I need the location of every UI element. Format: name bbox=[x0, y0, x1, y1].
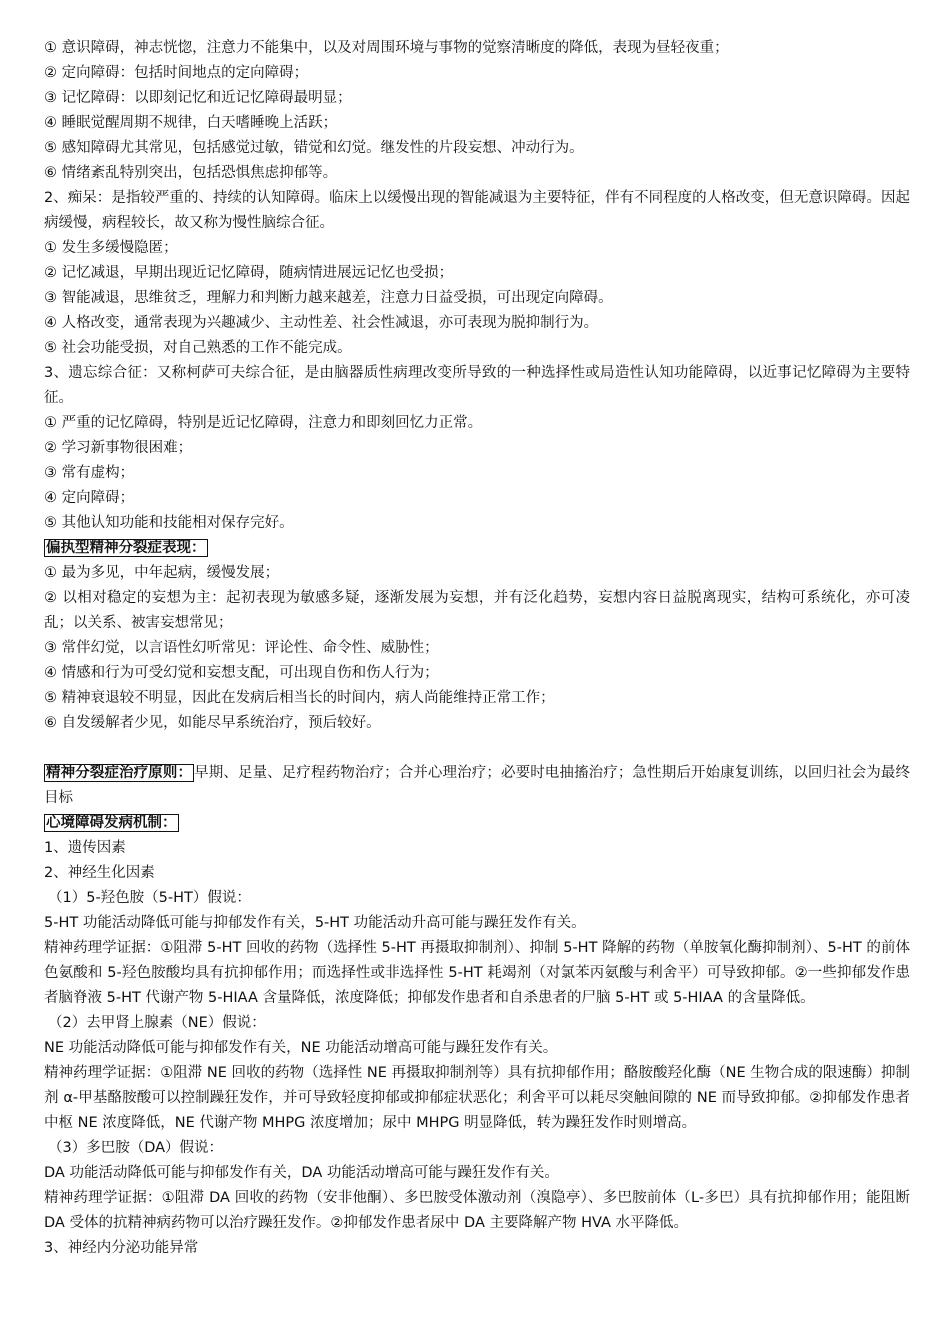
amnestic-item-2: ② 学习新事物很困难； bbox=[44, 440, 193, 456]
delirium-item-4: ④ 睡眠觉醒周期不规律，白天嗜睡晚上活跃； bbox=[44, 115, 338, 131]
blank-line bbox=[44, 736, 910, 761]
dementia-intro: 2、痴呆：是指较严重的、持续的认知障碍。临床上以缓慢出现的智能减退为主要特征，伴有不同程度的人格改变，但无意识障碍。因起病缓慢，病程较长，故又称为慢性脑综合征。 bbox=[44, 190, 910, 231]
dementia-item-5: ⑤ 社会功能受损，对自己熟悉的工作不能完成。 bbox=[44, 340, 352, 356]
delirium-item-2: ② 定向障碍：包括时间地点的定向障碍； bbox=[44, 65, 309, 81]
amnestic-item-1: ① 严重的记忆障碍，特别是近记忆障碍，注意力和即刻回忆力正常。 bbox=[44, 415, 483, 431]
treatment-heading: 精神分裂症治疗原则： bbox=[46, 765, 193, 781]
paranoid-item-1: ① 最为多见，中年起病，缓慢发展； bbox=[44, 565, 280, 581]
paranoid-heading-line bbox=[44, 536, 910, 561]
mood-line-11: 精神药理学证据：①阻滞 DA 回收的药物（安非他酮）、多巴胺受体激动剂（溴隐亭）、多巴胺前体（L-多巴）具有抗抑郁作用；能阻断 DA 受体的抗精神病药物可以治疗躁狂发作。②抑郁发作患者尿中 DA 主要降解产物 HVA 水平降低。 bbox=[44, 1190, 910, 1231]
paranoid-item-3: ③ 常伴幻觉，以言语性幻听常见：评论性、命令性、威胁性； bbox=[44, 640, 439, 656]
mood-line-4: 5-HT 功能活动降低可能与抑郁发作有关，5-HT 功能活动升高可能与躁狂发作有关。 bbox=[44, 915, 586, 931]
paranoid-item-5: ⑤ 精神衰退较不明显，因此在发病后相当长的时间内，病人尚能维持正常工作； bbox=[44, 690, 555, 706]
treatment-paragraph bbox=[44, 761, 910, 811]
mood-line-12: 3、神经内分泌功能异常 bbox=[44, 1240, 199, 1256]
mood-line-3: （1）5-羟色胺（5-HT）假说： bbox=[48, 890, 251, 906]
dementia-item-3: ③ 智能减退，思维贫乏，理解力和判断力越来越差，注意力日益受损，可出现定向障碍。 bbox=[44, 290, 613, 306]
mood-heading-line bbox=[44, 811, 910, 836]
dementia-item-2: ② 记忆减退，早期出现近记忆障碍，随病情进展远记忆也受损； bbox=[44, 265, 454, 281]
paranoid-item-2: ② 以相对稳定的妄想为主：起初表现为敏感多疑，逐渐发展为妄想，并有泛化趋势，妄想内容日益脱离现实，结构可系统化，亦可凌乱；以关系、被害妄想常见； bbox=[44, 590, 910, 631]
paranoid-heading: 偏执型精神分裂症表现： bbox=[46, 540, 206, 556]
document-page bbox=[44, 36, 910, 1261]
dementia-item-4: ④ 人格改变，通常表现为兴趣减少、主动性差、社会性减退，亦可表现为脱抑制行为。 bbox=[44, 315, 599, 331]
mood-heading: 心境障碍发病机制： bbox=[46, 815, 177, 831]
mood-line-10: DA 功能活动降低可能与抑郁发作有关，DA 功能活动增高可能与躁狂发作有关。 bbox=[44, 1165, 559, 1181]
amnestic-item-5: ⑤ 其他认知功能和技能相对保存完好。 bbox=[44, 515, 294, 531]
mood-line-7: NE 功能活动降低可能与抑郁发作有关，NE 功能活动增高可能与躁狂发作有关。 bbox=[44, 1040, 558, 1056]
delirium-item-6: ⑥ 情绪紊乱特别突出，包括恐惧焦虑抑郁等。 bbox=[44, 165, 338, 181]
amnestic-item-4: ④ 定向障碍； bbox=[44, 490, 135, 506]
amnestic-item-3: ③ 常有虚构； bbox=[44, 465, 135, 481]
mood-line-6: （2）去甲肾上腺素（NE）假说： bbox=[48, 1015, 266, 1031]
delirium-item-3: ③ 记忆障碍：以即刻记忆和近记忆障碍最明显； bbox=[44, 90, 352, 106]
dementia-item-1: ① 发生多缓慢隐匿； bbox=[44, 240, 178, 256]
mood-line-1: 1、遗传因素 bbox=[44, 840, 126, 856]
treatment-text: 早期、足量、足疗程药物治疗；合并心理治疗；必要时电抽搐治疗；急性期后开始康复训练，以回归社会为最终目标 bbox=[44, 765, 910, 806]
paranoid-item-6: ⑥ 自发缓解者少见，如能尽早系统治疗，预后较好。 bbox=[44, 715, 381, 731]
delirium-item-5: ⑤ 感知障碍尤其常见，包括感觉过敏，错觉和幻觉。继发性的片段妄想、冲动行为。 bbox=[44, 140, 584, 156]
paranoid-item-4: ④ 情感和行为可受幻觉和妄想支配，可出现自伤和伤人行为； bbox=[44, 665, 439, 681]
mood-line-9: （3）多巴胺（DA）假说： bbox=[48, 1140, 224, 1156]
mood-line-2: 2、神经生化因素 bbox=[44, 865, 155, 881]
mood-line-8: 精神药理学证据：①阻滞 NE 回收的药物（选择性 NE 再摄取抑制剂等）具有抗抑郁作用；酪胺酸羟化酶（NE 生物合成的限速酶）抑制剂 α-甲基酪胺酸可以控制躁狂发作，并可导致轻度抑郁或抑郁症状恶化；利舍平可以耗尽突触间隙的 NE 而导致抑郁。②抑郁发作患者中枢 NE 浓度降低，NE 代谢产物 MHPG 浓度增加；尿中 MHPG 明显降低，转为躁狂发作时则增高。 bbox=[44, 1065, 910, 1131]
mood-line-5: 精神药理学证据：①阻滞 5-HT 回收的药物（选择性 5-HT 再摄取抑制剂）、抑制 5-HT 降解的药物（单胺氧化酶抑制剂）、5-HT 的前体色氨酸和 5-羟色胺酸均具有抗抑郁作用；而选择性或非选择性 5-HT 耗竭剂（对氯苯丙氨酸与利舍平）可导致抑郁。②一些抑郁发作患者脑脊液 5-HT 代谢产物 5-HIAA 含量降低，浓度降低；抑郁发作患者和自杀患者的尸脑 5-HT 或 5-HIAA 的含量降低。 bbox=[44, 940, 910, 1006]
delirium-item-1: ① 意识障碍，神志恍惚，注意力不能集中，以及对周围环境与事物的觉察清晰度的降低，表现为昼轻夜重； bbox=[44, 40, 729, 56]
amnestic-intro: 3、遗忘综合征：又称柯萨可夫综合征，是由脑器质性病理改变所导致的一种选择性或局造性认知功能障碍，以近事记忆障碍为主要特征。 bbox=[44, 365, 910, 406]
